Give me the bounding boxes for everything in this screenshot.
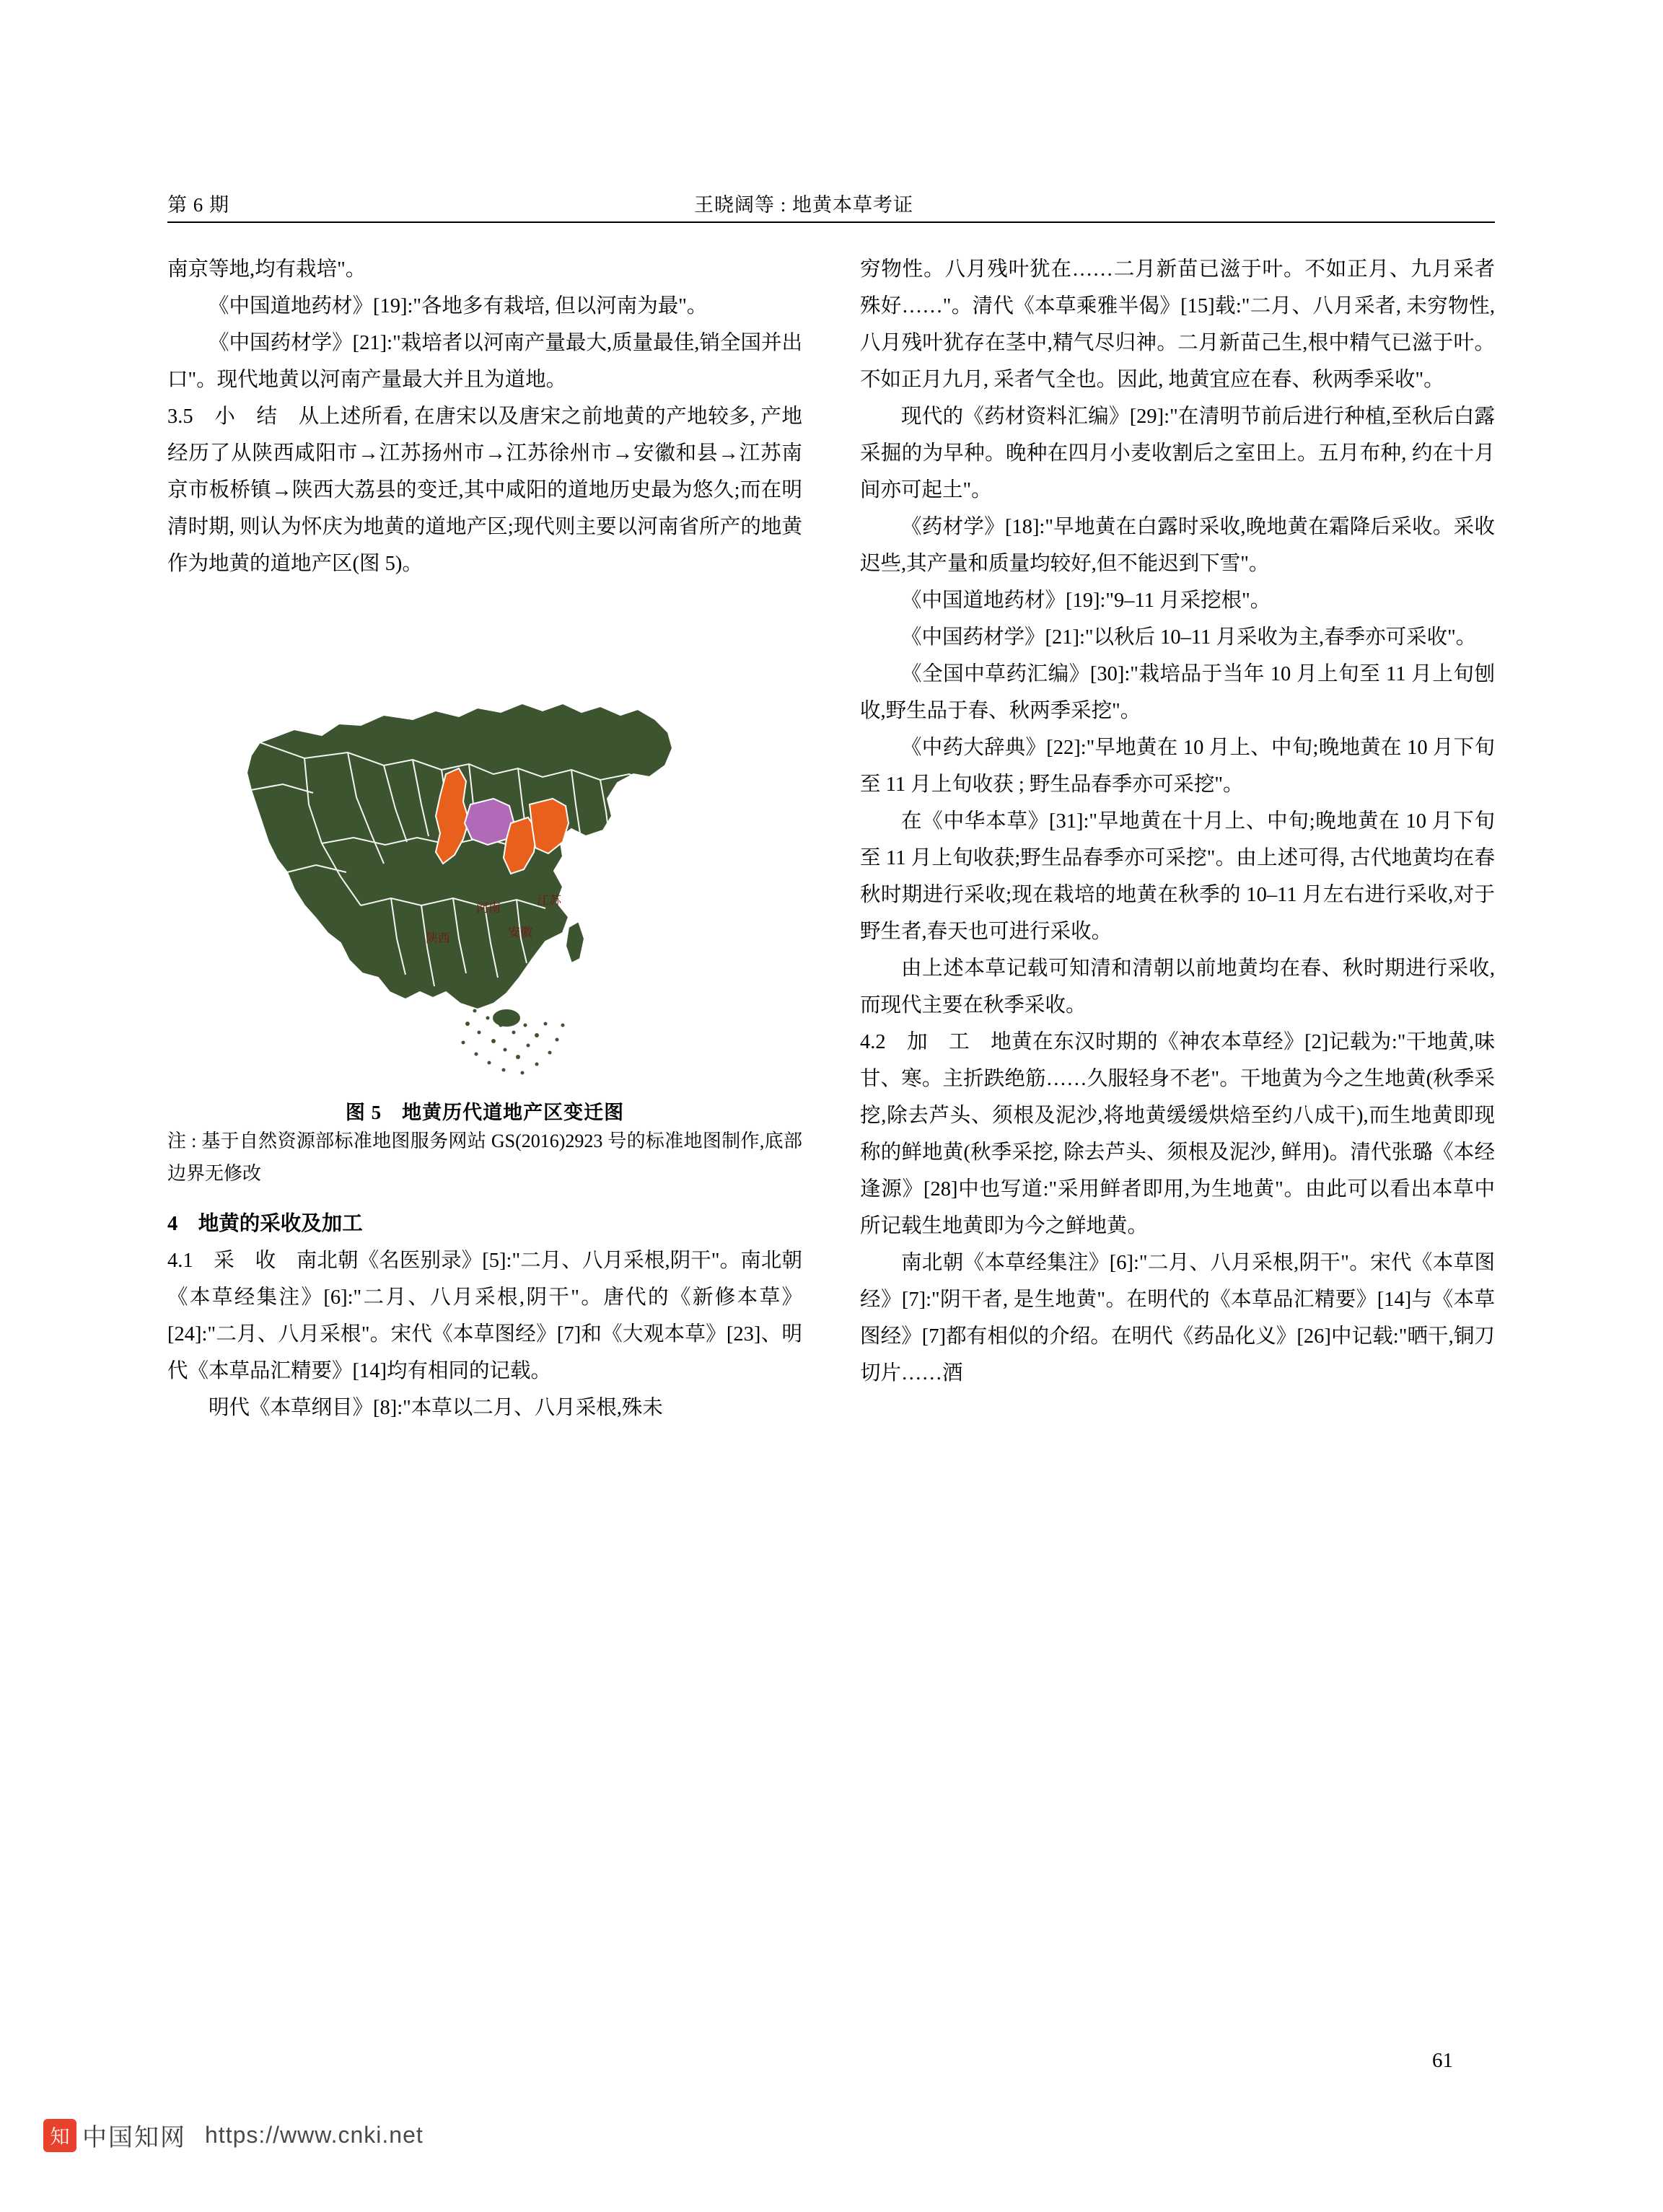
figure-5 — [167, 588, 802, 1122]
running-head-title: 王晓阔等 : 地黄本草考证 — [694, 194, 914, 216]
paragraph: 《中国道地药材》[19]:"9–11 月采挖根"。 — [901, 589, 1271, 612]
cnki-logo-text: 中国知网 — [82, 2125, 186, 2151]
paragraph: 现代的《药材资料汇编》[29]:"在清明节前后进行种植,至秋后白露采掘的为早种。晚种在四月小麦收割后之室田上。五月布种, 约在十月间亦可起土"。 — [860, 405, 1495, 501]
map-label-shaanxi: 陕西 — [426, 931, 450, 945]
paragraph: 《中国药材学》[21]:"栽培者以河南产量最大,质量最佳,销全国并出口"。现代地黄以河南产量最大并且为道地。 — [167, 332, 802, 391]
section-4-2: 4.2 加 工 地黄在东汉时期的《神农本草经》[2]记载为:"干地黄,味甘、寒。主折跌绝筋……久服轻身不老"。干地黄为今之生地黄(秋季采挖,除去芦头、须根及泥沙,将地黄缓缓烘焙至约八成干),而生地黄即现称的鲜地黄(秋季采挖, 除去芦头、须根及泥沙, 鲜用)。清代张璐《本经逢源》[28]中也写道:"采用鲜者即用,为生地黄"。由此可以看出本草中所记载生地黄即为今之鲜地黄。 — [860, 1031, 1495, 1237]
cnki-logo — [43, 2117, 186, 2153]
paragraph: 《中药大辞典》[22]:"早地黄在 10 月上、中旬;晚地黄在 10 月下旬至 11 月上旬收获 ; 野生品春季亦可采挖"。 — [860, 737, 1495, 796]
cnki-logo-icon: 知 — [43, 2119, 76, 2152]
paragraph: 明代《本草纲目》[8]:"本草以二月、八月采根,殊未 — [209, 1397, 663, 1419]
paragraph: 《药材学》[18]:"早地黄在白露时采收,晚地黄在霜降后采收。采收迟些,其产量和质量均较好,但不能迟到下雪"。 — [860, 516, 1495, 575]
right-column — [860, 251, 1495, 1392]
left-column — [167, 251, 802, 1426]
running-head-rule — [167, 221, 1495, 223]
map-highlight-jiangsu — [530, 799, 569, 853]
paragraph: 在《中华本草》[31]:"早地黄在十月上、中旬;晚地黄在 10 月下旬至 11 月上旬收获;野生品春季亦可采挖"。由上述可得, 古代地黄均在春秋时期进行采收;现在栽培的地黄在秋季的 10–11 月左右进行采收,对于野生者,春天也可进行采收。 — [860, 810, 1495, 943]
section-4-1: 4.1 采 收 南北朝《名医别录》[5]:"二月、八月采根,阴干"。南北朝《本草经集注》[6]:"二月、八月采根,阴干"。唐代的《新修本草》[24]:"二月、八月采根"。宋代《本草图经》[7]和《大观本草》[23]、明代《本草品汇精要》[14]均有相同的记载。 — [167, 1250, 802, 1382]
paragraph: 《全国中草药汇编》[30]:"栽培品于当年 10 月上旬至 11 月上旬刨收,野生品于春、秋两季采挖"。 — [860, 663, 1495, 722]
running-head-issue: 第 6 期 — [167, 194, 229, 216]
paragraph: 《中国道地药材》[19]:"各地多有栽培, 但以河南为最"。 — [209, 295, 708, 317]
paragraph: 穷物性。八月残叶犹在……二月新苗已滋于叶。不如正月、九月采者殊好……"。清代《本草乘雅半偈》[15]载:"二月、八月采者, 未穷物性, 八月残叶犹存在茎中,精气尽归神。二月新苗己生,根中精气已滋于叶。不如正月九月, 采者气全也。因此, 地黄宜应在春、秋两季采收"。 — [860, 258, 1495, 391]
paragraph: 南北朝《本草经集注》[6]:"二月、八月采根,阴干"。宋代《本草图经》[7]:"阴干者, 是生地黄"。在明代的《本草品汇精要》[14]与《本草图经》[7]都有相似的介绍。在明代《药品化义》[26]中记载:"晒干,铜刀切片……酒 — [860, 1252, 1495, 1384]
section-3-5: 3.5 小 结 从上述所看, 在唐宋以及唐宋之前地黄的产地较多, 产地经历了从陕西咸阳市→江苏扬州市→江苏徐州市→安徽和县→江苏南京市板桥镇→陕西大荔县的变迁,其中咸阳的道地历史最为悠久;而在明清时期, 则认为怀庆为地黄的道地产区;现代则主要以河南省所产的地黄作为地黄的道地产区(图 5)。 — [167, 405, 802, 575]
cnki-watermark — [43, 2117, 424, 2153]
page-number: 61 — [1432, 2049, 1453, 2072]
paragraph: 由上述本草记载可知清和清朝以前地黄均在春、秋时期进行采收,而现代主要在秋季采收。 — [860, 957, 1495, 1017]
figure-caption: 图 5 地黄历代道地产区变迁图 — [345, 1102, 625, 1123]
china-map-svg — [167, 588, 802, 1093]
section-4-heading: 4 地黄的采收及加工 — [167, 1213, 363, 1235]
map-label-henan: 河南 — [476, 901, 501, 915]
map-base-provinces — [247, 703, 672, 1009]
paragraph: 南京等地,均有栽培"。 — [167, 258, 367, 281]
map-label-anhui: 安徽 — [508, 926, 532, 939]
map-label-jiangsu: 江苏 — [537, 894, 561, 908]
cnki-url: https://www.cnki.net — [205, 2122, 424, 2148]
paragraph: 《中国药材学》[21]:"以秋后 10–11 月采收为主,春季亦可采收"。 — [901, 626, 1477, 649]
china-map — [167, 588, 802, 1093]
figure-note: 注 : 基于自然资源部标准地图服务网站 GS(2016)2923 号的标准地图制作,底部边界无修改 — [167, 1131, 802, 1184]
